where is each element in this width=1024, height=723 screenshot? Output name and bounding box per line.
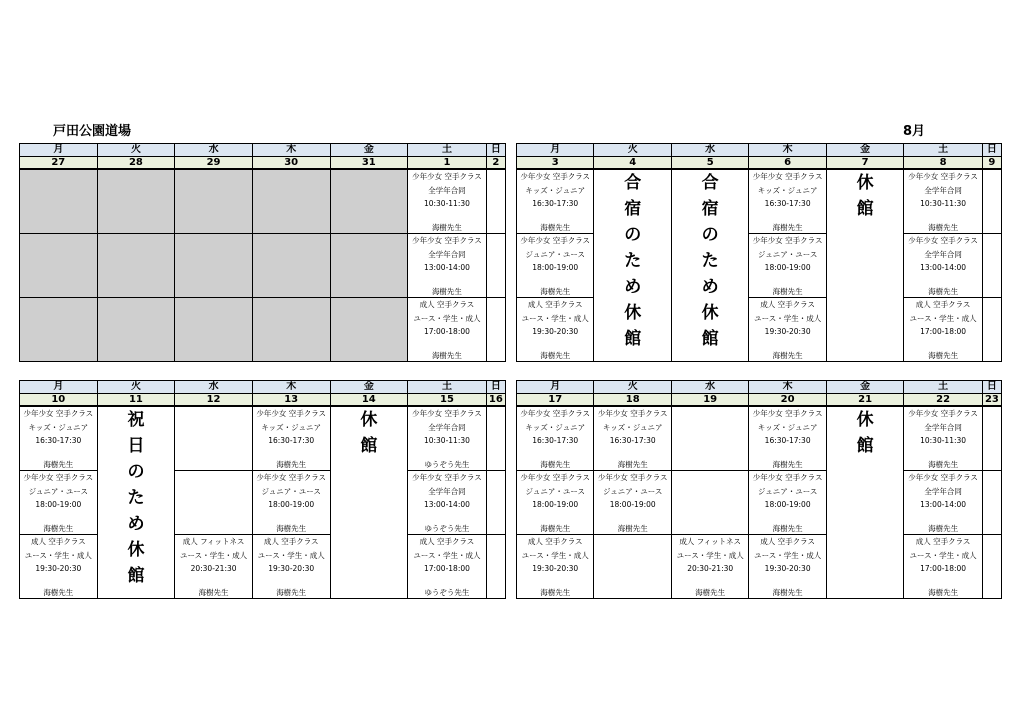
teacher-name: ゆうぞう先生 [424, 524, 470, 533]
class-slot [408, 234, 487, 298]
class-level: 全学年合同 [428, 249, 466, 259]
class-name: 少年少女 空手クラス [23, 409, 94, 418]
class-slot [517, 234, 594, 298]
weekday-header: 日 [982, 381, 1001, 394]
teacher-name: 海樹先生 [695, 588, 726, 597]
weekday-header: 日 [486, 144, 505, 157]
class-name: 少年少女 空手クラス [23, 473, 94, 482]
empty-slot [982, 471, 1001, 535]
class-time: 13:00-14:00 [423, 500, 470, 509]
closure-char: め [701, 277, 719, 297]
teacher-name: 海樹先生 [276, 588, 307, 597]
weekday-header: 月 [20, 381, 98, 394]
class-slot [252, 535, 330, 599]
class-level: ユース・学生・成人 [413, 550, 481, 560]
class-time: 17:00-18:00 [920, 564, 967, 573]
date-header: 30 [252, 157, 330, 170]
class-level: ジュニア・ユース [261, 486, 321, 496]
class-slot [904, 406, 982, 471]
weekday-header: 水 [175, 381, 253, 394]
class-slot [904, 471, 982, 535]
unavailable-slot [330, 169, 408, 234]
empty-slot [982, 298, 1001, 362]
closed-day-notice [826, 169, 903, 362]
empty-slot [486, 535, 505, 599]
class-slot [408, 535, 487, 599]
class-name: 成人 空手クラス [263, 537, 319, 546]
teacher-name: ゆうぞう先生 [424, 588, 470, 597]
closed-day-notice [330, 406, 408, 599]
class-name: 成人 空手クラス [30, 537, 86, 546]
teacher-name: 海樹先生 [276, 524, 307, 533]
unavailable-slot [97, 169, 175, 234]
class-time: 18:00-19:00 [609, 500, 656, 509]
teacher-name: 海樹先生 [772, 287, 803, 296]
weekday-header: 金 [330, 381, 408, 394]
weekday-header: 火 [97, 381, 175, 394]
closed-day-notice [671, 169, 748, 362]
closure-char: た [624, 251, 642, 271]
date-header: 23 [982, 394, 1001, 407]
weekday-header: 土 [408, 381, 487, 394]
class-slot [20, 535, 98, 599]
unavailable-slot [252, 234, 330, 298]
class-level: ユース・学生・成人 [257, 550, 325, 560]
teacher-name: 海樹先生 [617, 460, 648, 469]
class-slot [408, 406, 487, 471]
closed-day-notice [97, 406, 175, 599]
class-slot [408, 169, 487, 234]
class-name: 少年少女 空手クラス [520, 409, 591, 418]
teacher-name: 海樹先生 [540, 351, 571, 360]
class-level: ユース・学生・成人 [909, 313, 977, 323]
weekday-header: 木 [749, 381, 826, 394]
class-name: 少年少女 空手クラス [752, 172, 823, 181]
closure-char: の [701, 225, 719, 245]
class-level: 全学年合同 [924, 249, 962, 259]
class-time: 18:00-19:00 [35, 500, 82, 509]
unavailable-slot [20, 234, 98, 298]
weekday-header: 金 [826, 381, 903, 394]
class-time: 16:30-17:30 [764, 436, 811, 445]
date-header: 22 [904, 394, 982, 407]
class-level: キッズ・ジュニア [28, 422, 89, 432]
class-name: 成人 空手クラス [419, 537, 475, 546]
closure-char: 休 [856, 173, 874, 193]
date-header: 6 [749, 157, 826, 170]
class-time: 10:30-11:30 [423, 199, 470, 208]
class-time: 16:30-17:30 [609, 436, 656, 445]
weekday-header: 金 [330, 144, 408, 157]
date-header: 11 [97, 394, 175, 407]
weekday-header: 日 [486, 381, 505, 394]
class-time: 13:00-14:00 [920, 263, 967, 272]
class-slot [904, 535, 982, 599]
date-header: 7 [826, 157, 903, 170]
weekday-header: 土 [904, 144, 982, 157]
date-header: 5 [671, 157, 748, 170]
class-time: 17:00-18:00 [423, 564, 470, 573]
date-header: 19 [671, 394, 748, 407]
unavailable-slot [175, 298, 253, 362]
empty-slot [982, 234, 1001, 298]
class-time: 17:00-18:00 [423, 327, 470, 336]
unavailable-slot [97, 298, 175, 362]
class-name: 成人 空手クラス [527, 300, 583, 309]
class-slot [749, 298, 826, 362]
closure-char: 館 [856, 199, 874, 219]
class-name: 少年少女 空手クラス [908, 409, 978, 418]
class-slot [20, 471, 98, 535]
teacher-name: 海樹先生 [276, 460, 307, 469]
class-level: キッズ・ジュニア [525, 422, 586, 432]
closure-char: 宿 [701, 199, 719, 219]
closure-char: の [624, 225, 642, 245]
class-slot [517, 471, 594, 535]
teacher-name: 海樹先生 [928, 223, 959, 232]
class-level: キッズ・ジュニア [525, 185, 586, 195]
class-level: ジュニア・ユース [757, 249, 818, 259]
weekday-header: 金 [826, 144, 903, 157]
class-level: ジュニア・ユース [28, 486, 89, 496]
class-level: ユース・学生・成人 [24, 550, 92, 560]
class-time: 16:30-17:30 [268, 436, 315, 445]
class-name: 少年少女 空手クラス [520, 473, 591, 482]
weekday-header: 火 [594, 144, 671, 157]
empty-slot [982, 169, 1001, 234]
teacher-name: 海樹先生 [431, 351, 462, 360]
class-level: ユース・学生・成人 [521, 313, 589, 323]
closure-char: 館 [856, 436, 874, 456]
class-slot [749, 169, 826, 234]
closure-char: 休 [127, 540, 145, 560]
weekday-header: 火 [594, 381, 671, 394]
date-header: 4 [594, 157, 671, 170]
class-level: ユース・学生・成人 [754, 313, 822, 323]
teacher-name: 海樹先生 [928, 351, 959, 360]
teacher-name: 海樹先生 [43, 588, 74, 597]
date-header: 31 [330, 157, 408, 170]
class-name: 成人 空手クラス [419, 300, 475, 309]
class-time: 18:00-19:00 [532, 263, 579, 272]
class-name: 少年少女 空手クラス [412, 473, 482, 482]
teacher-name: 海樹先生 [198, 588, 229, 597]
class-slot [517, 535, 594, 599]
class-name: 成人 フィットネス [679, 537, 742, 546]
class-level: キッズ・ジュニア [757, 185, 818, 195]
date-header: 12 [175, 394, 253, 407]
closure-char: 休 [624, 303, 642, 323]
teacher-name: 海樹先生 [431, 223, 462, 232]
class-time: 19:30-20:30 [764, 564, 811, 573]
closure-char: 館 [127, 566, 145, 586]
date-header: 2 [486, 157, 505, 170]
class-time: 13:00-14:00 [423, 263, 470, 272]
class-time: 17:00-18:00 [920, 327, 967, 336]
empty-slot [671, 471, 748, 535]
date-header: 10 [20, 394, 98, 407]
class-level: キッズ・ジュニア [602, 422, 663, 432]
class-slot [252, 406, 330, 471]
date-header: 14 [330, 394, 408, 407]
unavailable-slot [252, 298, 330, 362]
class-name: 少年少女 空手クラス [597, 409, 668, 418]
class-time: 10:30-11:30 [423, 436, 470, 445]
class-level: 全学年合同 [428, 422, 466, 432]
class-level: ジュニア・ユース [525, 486, 585, 496]
date-header: 3 [517, 157, 594, 170]
class-time: 19:30-20:30 [35, 564, 82, 573]
class-level: 全学年合同 [924, 185, 962, 195]
class-name: 成人 空手クラス [527, 537, 583, 546]
empty-slot [486, 298, 505, 362]
empty-slot [175, 471, 253, 535]
class-slot [904, 298, 982, 362]
class-name: 成人 空手クラス [915, 537, 971, 546]
empty-slot [594, 535, 671, 599]
unavailable-slot [330, 298, 408, 362]
empty-slot [486, 169, 505, 234]
teacher-name: 海樹先生 [928, 524, 959, 533]
class-level: ユース・学生・成人 [909, 550, 977, 560]
class-slot [517, 406, 594, 471]
class-time: 19:30-20:30 [532, 564, 579, 573]
unavailable-slot [175, 169, 253, 234]
closure-char: 休 [856, 410, 874, 430]
teacher-name: 海樹先生 [772, 460, 803, 469]
teacher-name: 海樹先生 [772, 223, 803, 232]
class-slot [252, 471, 330, 535]
date-header: 13 [252, 394, 330, 407]
empty-slot [982, 535, 1001, 599]
teacher-name: 海樹先生 [617, 524, 648, 533]
class-slot [408, 471, 487, 535]
closure-char: 合 [701, 173, 719, 193]
closure-char: 休 [701, 303, 719, 323]
class-name: 成人 空手クラス [760, 537, 815, 546]
teacher-name: ゆうぞう先生 [424, 460, 470, 469]
teacher-name: 海樹先生 [43, 524, 74, 533]
weekday-header: 月 [20, 144, 98, 157]
weekday-header: 火 [97, 144, 175, 157]
teacher-name: 海樹先生 [540, 588, 571, 597]
closure-char: 館 [701, 329, 719, 349]
closure-char: 館 [624, 329, 642, 349]
class-slot [904, 169, 982, 234]
empty-slot [982, 406, 1001, 471]
class-level: ジュニア・ユース [757, 486, 818, 496]
unavailable-slot [20, 169, 98, 234]
weekday-header: 水 [671, 144, 748, 157]
class-level: 全学年合同 [924, 486, 962, 496]
closure-char: 祝 [127, 410, 145, 430]
class-level: ユース・学生・成人 [521, 550, 589, 560]
class-time: 10:30-11:30 [920, 199, 967, 208]
class-name: 少年少女 空手クラス [908, 236, 978, 245]
class-level: キッズ・ジュニア [261, 422, 322, 432]
class-name: 少年少女 空手クラス [520, 172, 591, 181]
class-time: 18:00-19:00 [532, 500, 579, 509]
week-table-2 [516, 143, 1002, 362]
week-table-1 [19, 143, 506, 362]
date-header: 1 [408, 157, 487, 170]
class-level: ジュニア・ユース [602, 486, 663, 496]
class-name: 少年少女 空手クラス [412, 236, 482, 245]
closure-char: 休 [360, 410, 378, 430]
closure-char: の [127, 462, 145, 482]
class-name: 少年少女 空手クラス [412, 172, 482, 181]
dojo-title: 戸田公園道場 [53, 124, 132, 139]
closed-day-notice [594, 169, 671, 362]
class-name: 少年少女 空手クラス [520, 236, 591, 245]
class-time: 20:30-21:30 [687, 564, 734, 573]
class-slot [594, 406, 671, 471]
unavailable-slot [330, 234, 408, 298]
date-header: 20 [749, 394, 826, 407]
closure-char: め [127, 514, 145, 534]
class-name: 少年少女 空手クラス [908, 473, 978, 482]
class-level: ユース・学生・成人 [413, 313, 481, 323]
empty-slot [486, 406, 505, 471]
class-name: 成人 フィットネス [182, 537, 245, 546]
unavailable-slot [175, 234, 253, 298]
teacher-name: 海樹先生 [540, 223, 571, 232]
date-header: 27 [20, 157, 98, 170]
weekday-header: 土 [904, 381, 982, 394]
teacher-name: 海樹先生 [928, 588, 959, 597]
teacher-name: 海樹先生 [540, 460, 571, 469]
class-slot [517, 298, 594, 362]
class-time: 10:30-11:30 [920, 436, 967, 445]
class-name: 少年少女 空手クラス [256, 473, 327, 482]
teacher-name: 海樹先生 [431, 287, 462, 296]
class-time: 16:30-17:30 [532, 436, 579, 445]
unavailable-slot [20, 298, 98, 362]
closure-char: 宿 [624, 199, 642, 219]
empty-slot [486, 471, 505, 535]
class-name: 成人 空手クラス [760, 300, 815, 309]
empty-slot [175, 406, 253, 471]
class-name: 少年少女 空手クラス [412, 409, 482, 418]
class-slot [671, 535, 748, 599]
class-slot [408, 298, 487, 362]
class-slot [749, 535, 826, 599]
unavailable-slot [97, 234, 175, 298]
unavailable-slot [252, 169, 330, 234]
class-time: 18:00-19:00 [764, 500, 811, 509]
teacher-name: 海樹先生 [772, 588, 803, 597]
weekday-header: 水 [175, 144, 253, 157]
teacher-name: 海樹先生 [772, 524, 803, 533]
date-header: 9 [982, 157, 1001, 170]
class-name: 少年少女 空手クラス [597, 473, 668, 482]
empty-slot [486, 234, 505, 298]
class-slot [594, 471, 671, 535]
weekday-header: 土 [408, 144, 487, 157]
weekday-header: 月 [517, 381, 594, 394]
date-header: 8 [904, 157, 982, 170]
class-name: 少年少女 空手クラス [256, 409, 327, 418]
date-header: 29 [175, 157, 253, 170]
class-time: 16:30-17:30 [532, 199, 579, 208]
month-label: 8月 [903, 124, 926, 139]
teacher-name: 海樹先生 [540, 524, 571, 533]
class-slot [517, 169, 594, 234]
closure-char: 館 [360, 436, 378, 456]
class-time: 16:30-17:30 [764, 199, 811, 208]
class-level: ユース・学生・成人 [180, 550, 248, 560]
closed-day-notice [826, 406, 903, 599]
closure-char: た [701, 251, 719, 271]
date-header: 21 [826, 394, 903, 407]
closure-char: た [127, 488, 145, 508]
class-name: 少年少女 空手クラス [908, 172, 978, 181]
week-table-3 [19, 380, 506, 599]
closure-char: 合 [624, 173, 642, 193]
class-slot [749, 406, 826, 471]
class-time: 13:00-14:00 [920, 500, 967, 509]
date-header: 28 [97, 157, 175, 170]
class-level: 全学年合同 [428, 486, 466, 496]
weekday-header: 水 [671, 381, 748, 394]
closure-char: め [624, 277, 642, 297]
class-level: キッズ・ジュニア [757, 422, 818, 432]
class-name: 少年少女 空手クラス [752, 236, 823, 245]
week-table-4 [516, 380, 1002, 599]
class-name: 成人 空手クラス [915, 300, 971, 309]
weekday-header: 木 [252, 144, 330, 157]
class-level: ユース・学生・成人 [676, 550, 744, 560]
class-time: 18:00-19:00 [764, 263, 811, 272]
class-time: 18:00-19:00 [268, 500, 315, 509]
empty-slot [671, 406, 748, 471]
class-slot [749, 234, 826, 298]
class-slot [904, 234, 982, 298]
teacher-name: 海樹先生 [928, 460, 959, 469]
class-name: 少年少女 空手クラス [752, 473, 823, 482]
teacher-name: 海樹先生 [928, 287, 959, 296]
date-header: 17 [517, 394, 594, 407]
class-slot [20, 406, 98, 471]
date-header: 15 [408, 394, 487, 407]
weekday-header: 木 [252, 381, 330, 394]
class-slot [175, 535, 253, 599]
class-time: 19:30-20:30 [268, 564, 315, 573]
date-header: 16 [486, 394, 505, 407]
class-time: 19:30-20:30 [764, 327, 811, 336]
class-slot [749, 471, 826, 535]
class-name: 少年少女 空手クラス [752, 409, 823, 418]
closure-char: 日 [127, 436, 145, 456]
class-time: 16:30-17:30 [35, 436, 82, 445]
class-level: ユース・学生・成人 [754, 550, 822, 560]
weekday-header: 月 [517, 144, 594, 157]
class-time: 20:30-21:30 [190, 564, 237, 573]
class-level: 全学年合同 [428, 185, 466, 195]
weekday-header: 日 [982, 144, 1001, 157]
teacher-name: 海樹先生 [772, 351, 803, 360]
teacher-name: 海樹先生 [43, 460, 74, 469]
weekday-header: 木 [749, 144, 826, 157]
class-time: 19:30-20:30 [532, 327, 579, 336]
class-level: 全学年合同 [924, 422, 962, 432]
date-header: 18 [594, 394, 671, 407]
class-level: ジュニア・ユース [525, 249, 585, 259]
teacher-name: 海樹先生 [540, 287, 571, 296]
